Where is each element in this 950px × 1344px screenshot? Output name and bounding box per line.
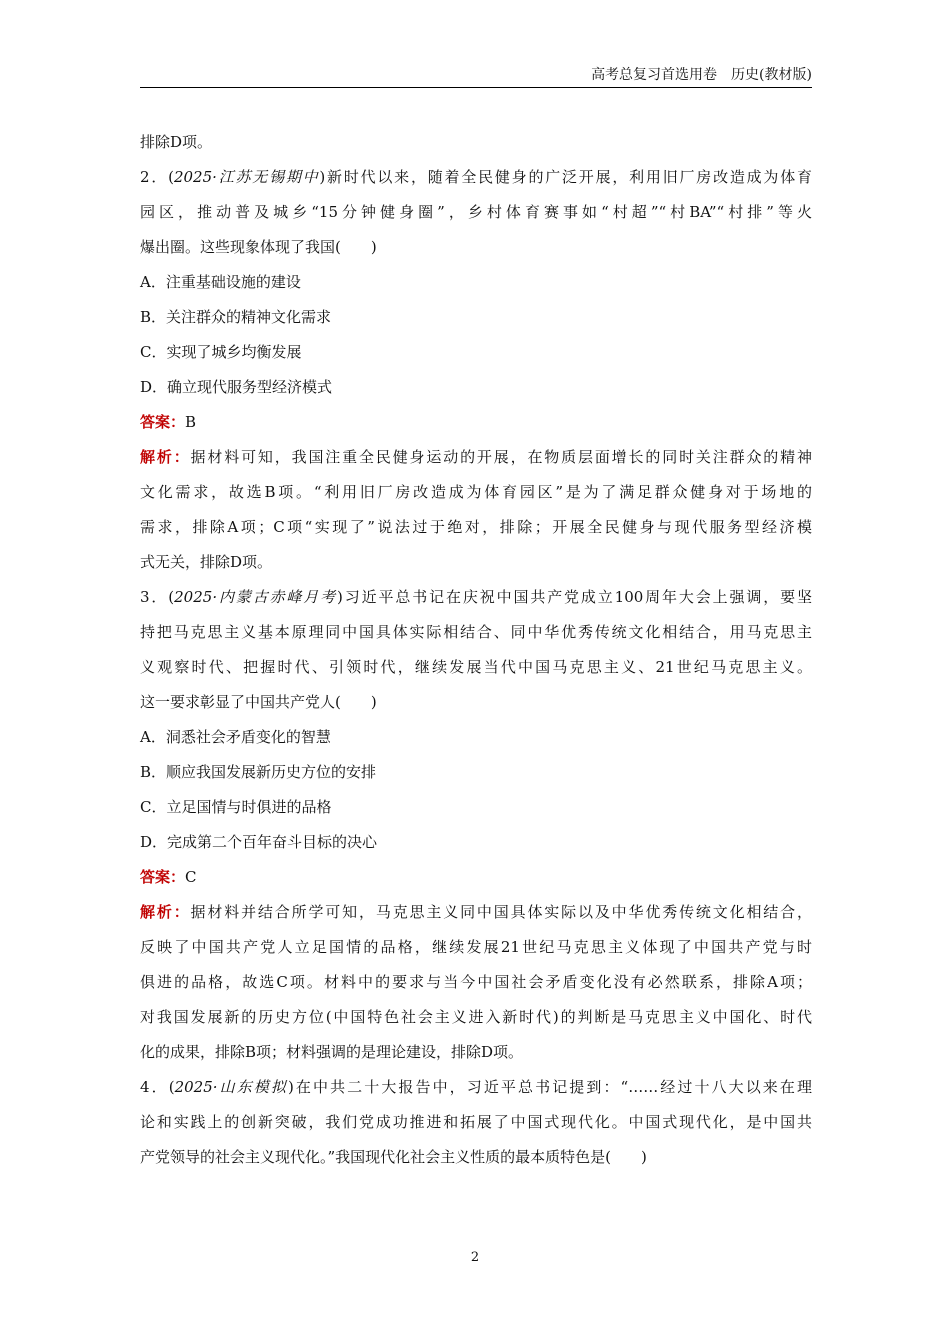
question-3-answer: 答案：C — [140, 868, 197, 886]
question-3-option-c: C．立足国情与时俱进的品格 — [140, 798, 332, 816]
question-4-stem-line-1: 4．(2025·山东模拟)在中共二十大报告中，习近平总书记提到：“……经过十八大以来在理 — [140, 1078, 812, 1096]
question-2-explanation-line-3: 需求，排除A项；C项“实现了”说法过于绝对，排除；开展全民健身与现代服务型经济模 — [140, 518, 812, 536]
running-header: 高考总复习首选用卷 历史(教材版) — [591, 67, 812, 83]
question-2-explanation-line-4: 式无关，排除D项。 — [140, 553, 273, 571]
question-3-stem-line-4: 这一要求彰显了中国共产党人( ) — [140, 693, 377, 711]
question-4-stem-line-2: 论和实践上的创新突破，我们党成功推进和拓展了中国式现代化。中国式现代化，是中国共 — [140, 1113, 812, 1131]
question-2-stem-line-2: 园区，推动普及城乡“15分钟健身圈”，乡村体育赛事如“村超”“村BA”“村排”等火 — [140, 203, 812, 221]
question-3-explanation-line-3: 俱进的品格，故选C项。材料中的要求与当今中国社会矛盾变化没有必然联系，排除A项； — [140, 973, 812, 991]
explanation-label: 解析： — [140, 903, 191, 921]
question-3-explanation-line-5: 化的成果，排除B项；材料强调的是理论建设，排除D项。 — [140, 1043, 524, 1061]
page-number: 2 — [470, 1250, 480, 1265]
question-3-option-d: D．完成第二个百年奋斗目标的决心 — [140, 833, 378, 851]
question-3-explanation-line-2: 反映了中国共产党人立足国情的品格，继续发展21世纪马克思主义体现了中国共产党与时 — [140, 938, 812, 956]
question-2-stem-line-1: 2．(2025·江苏无锡期中)新时代以来，随着全民健身的广泛开展，利用旧厂房改造成为体育 — [140, 168, 812, 186]
question-2-source: 2025·江苏无锡期中 — [173, 168, 320, 186]
question-2-explanation-line-2: 文化需求，故选B项。“利用旧厂房改造成为体育园区”是为了满足群众健身对于场地的 — [140, 483, 812, 501]
answer-tail-line: 排除D项。 — [140, 133, 213, 151]
question-2-stem-line-3: 爆出圈。这些现象体现了我国( ) — [140, 238, 377, 256]
explanation-label: 解析： — [140, 448, 191, 466]
question-3-stem-line-1: 3．(2025·内蒙古赤峰月考)习近平总书记在庆祝中国共产党成立100周年大会上强调，要坚 — [140, 588, 812, 606]
answer-label: 答案： — [140, 413, 186, 431]
question-3-stem-line-3: 义观察时代、把握时代、引领时代，继续发展当代中国马克思主义、21世纪马克思主义。 — [140, 658, 812, 676]
header-rule — [140, 87, 812, 88]
question-2-option-d: D．确立现代服务型经济模式 — [140, 378, 333, 396]
question-2-option-a: A．注重基础设施的建设 — [140, 273, 301, 291]
document-body — [140, 125, 812, 1175]
question-3-explanation-line-1: 解析：据材料并结合所学可知，马克思主义同中国具体实际以及中华优秀传统文化相结合， — [140, 903, 812, 921]
question-2-answer: 答案：B — [140, 413, 197, 431]
question-4-source: 2025·山东模拟 — [174, 1078, 288, 1096]
question-2-option-c: C．实现了城乡均衡发展 — [140, 343, 302, 361]
question-2-option-b: B．关注群众的精神文化需求 — [140, 308, 332, 326]
question-3-stem-line-2: 持把马克思主义基本原理同中国具体实际相结合、同中华优秀传统文化相结合，用马克思主 — [140, 623, 812, 641]
answer-label: 答案： — [140, 868, 186, 886]
question-3-source: 2025·内蒙古赤峰月考 — [174, 588, 338, 606]
question-3-option-a: A．洞悉社会矛盾变化的智慧 — [140, 728, 331, 746]
question-4-stem-line-3: 产党领导的社会主义现代化。”我国现代化社会主义性质的最本质特色是( ) — [140, 1148, 647, 1166]
question-2-explanation-line-1: 解析：据材料可知，我国注重全民健身运动的开展，在物质层面增长的同时关注群众的精神 — [140, 448, 812, 466]
question-3-option-b: B．顺应我国发展新历史方位的安排 — [140, 763, 377, 781]
question-3-explanation-line-4: 对我国发展新的历史方位(中国特色社会主义进入新时代)的判断是马克思主义中国化、时代 — [140, 1008, 812, 1026]
